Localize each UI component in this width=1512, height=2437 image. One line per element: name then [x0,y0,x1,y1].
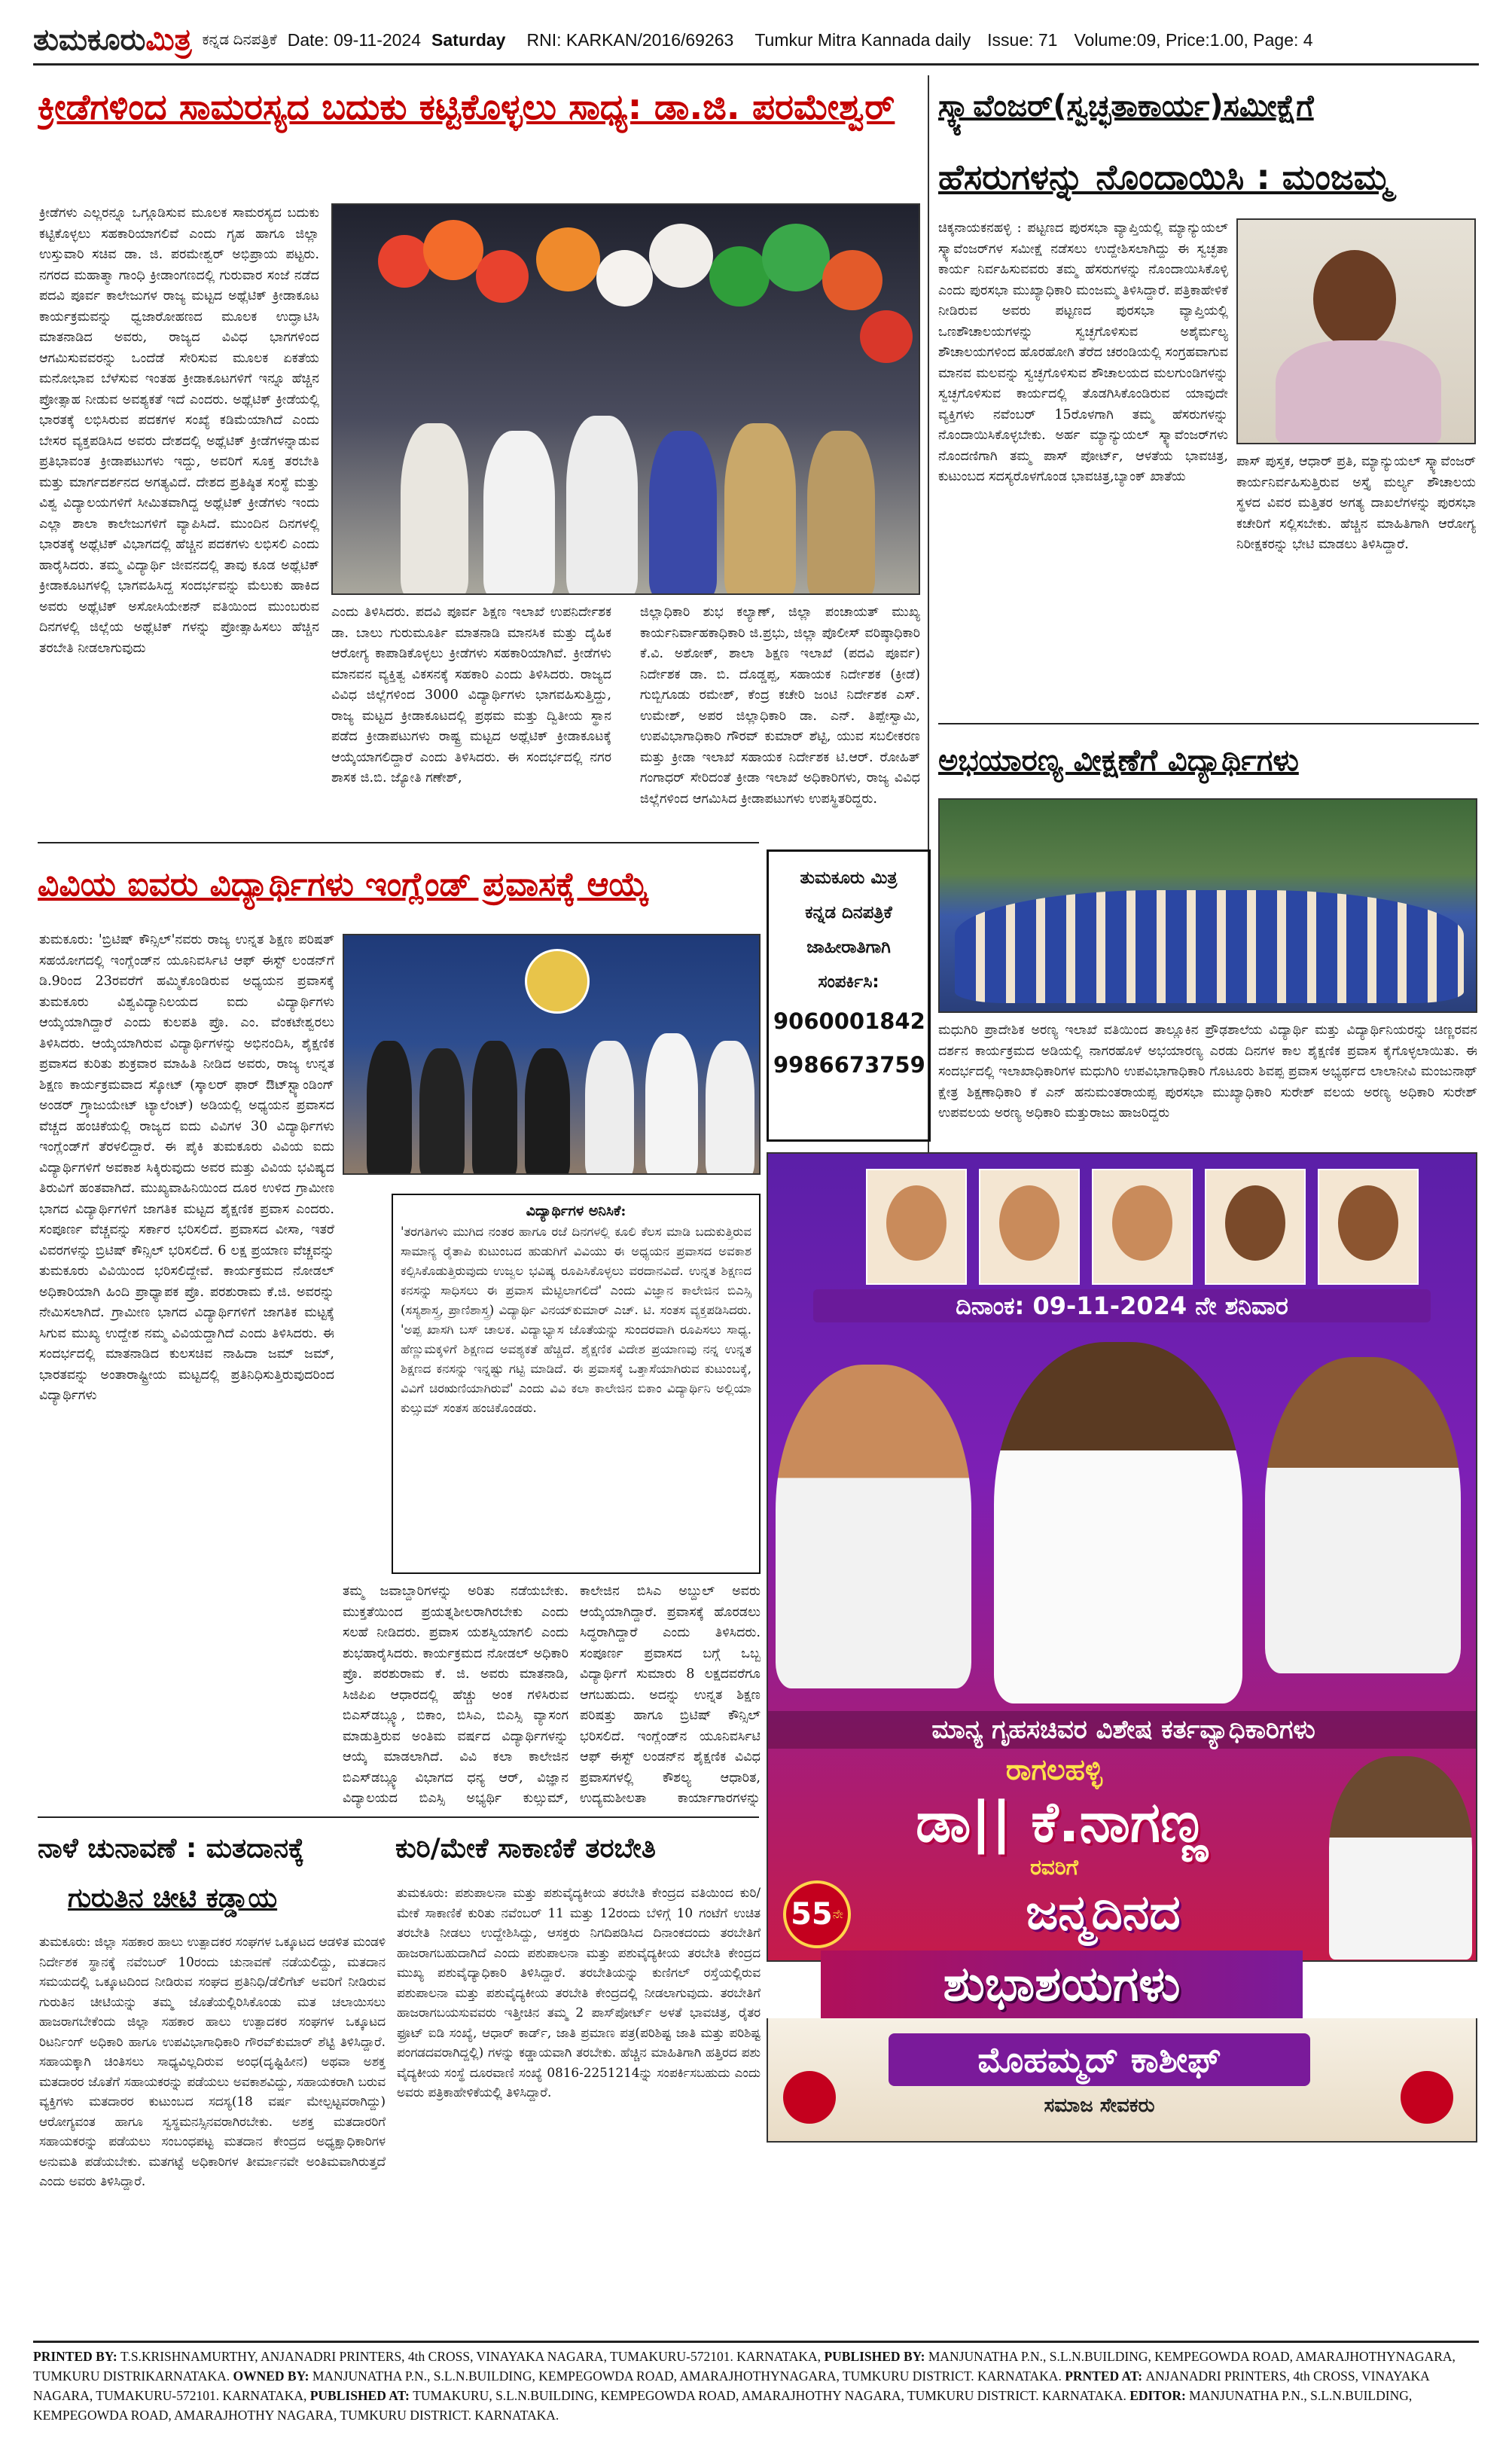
masthead [33,21,1479,59]
banner-portrait-4 [1205,1169,1306,1285]
balloon-icon [423,220,483,280]
footer-owned: MANJUNATHA P.N., S.L.N.BUILDING, KEMPEGOWDA ROAD, AMARAJHOTHYNAGARA, TUMKURU DISTRICT. KARNATAKA. [312,2368,1062,2384]
person-figure [706,1041,754,1175]
story4-col2: ತಮ್ಮ ಜವಾಬ್ದಾರಿಗಳನ್ನು ಅರಿತು ನಡೆಯಬೇಕು. ಮುಕ್ತತೆಯಿಂದ ಪ್ರಯತ್ನಶೀಲರಾಗಿರಬೇಕು ಎಂದು ಸಲಹೆ ನೀಡಿದರು. ಪ್ರವಾಸ ಯಶಸ್ವಿಯಾಗಲಿ ಎಂದು ಶುಭಹಾರೈಸಿದರು. ಕಾರ್ಯಕ್ರಮದ ನೋಡಲ್ ಅಧಿಕಾರಿ ಪ್ರೊ. ಪರಶುರಾಮ ಕೆ. ಜಿ. ಅವರು ಮಾತನಾಡಿ, ಸಿಜಿಪಿಏ ಆಧಾರದಲ್ಲಿ ಹೆಚ್ಚು ಅಂಕ ಗಳಿಸಿರುವ ಬಿಎಸ್‌ಡಬ್ಲ್ಯೂ, ಬಿಕಾಂ, ಬಿಸಿಎ, ಬಿಎಸ್ಸಿ ವ್ಯಾಸಂಗ ಮಾಡುತ್ತಿರುವ ಅಂತಿಮ ವರ್ಷದ ವಿದ್ಯಾರ್ಥಿಗಳನ್ನು ಆಯ್ಕೆ ಮಾಡಲಾಗಿದೆ. ವಿವಿ ಕಲಾ ಕಾಲೇಜಿನ ಬಿಎಸ್‌ಡಬ್ಲ್ಯೂ ವಿಭಾಗದ ಧನ್ಯ ಆರ್, ವಿಜ್ಞಾನ ವಿದ್ಯಾಲಯದ ಬಿಎಸ್ಸಿ ಅಭ್ಯರ್ಥಿ ಕುಲ್ಸುಮ್, [343,1584,569,1806]
story5-headline-line1: ನಾಳೆ ಚುನಾವಣೆ : ಮತದಾನಕ್ಕೆ [38,1833,305,1864]
person-figure [649,431,717,595]
masthead-tagline: ಕನ್ನಡ ದಿನಪತ್ರಿಕೆ [202,31,277,48]
balloon-icon [649,224,713,288]
banner-portrait-3 [1092,1169,1193,1285]
balloon-icon [762,224,830,291]
story5-headline-line2: ಗುರುತಿನ ಚೀಟಿ ಕಡ್ಡಾಯ [68,1883,278,1914]
story3-text: ಮಧುಗಿರಿ ಪ್ರಾದೇಶಿಕ ಅರಣ್ಯ ಇಲಾಖೆ ವತಿಯಿಂದ ತಾಲ್ಲೂಕಿನ ಪ್ರೌಢಶಾಲೆಯ ವಿದ್ಯಾರ್ಥಿ ಮತ್ತು ವಿದ್ಯಾರ್ಥಿನಿಯರನ್ನು ಚಿಣ್ಣರವನ ದರ್ಶನ ಕಾರ್ಯಕ್ರಮದ ಅಡಿಯಲ್ಲಿ ನಾಗರಹೊಳೆ ಅಭಯಾರಣ್ಯ ಎರಡು ದಿನಗಳ ಕಾಲ ಶೈಕ್ಷಣಿಕ ಪ್ರವಾಸ ಕೈಗೊಳ್ಳಲಾಯಿತು. ಈ ಸಂದರ್ಭದಲ್ಲಿ ಇಲಾಖಾಧಿಕಾರಿಗಳ ಮಧುಗಿರಿ ಉಪವಿಭಾಗಾಧಿಕಾರಿ ಗೊಟೂರು ಶಿವಪ್ಪ ಪ್ರವಾಸ ಅಭ್ಯರ್ಥದ ಲಾಲಾನೀವಿ ಮಂಜುನಾಥ್ ಕ್ಷೇತ್ರ ಶಿಕ್ಷಣಾಧಿಕಾರಿ ಕೆ ಎನ್ ಹನುಮಂತರಾಯಪ್ಪ ಪುರಸಭಾ ಮುಖ್ಯಾಧಿಕಾರಿ ಸುರೇಶ್ ವಲಯ ಅರಣ್ಯ ಅಧಿಕಾರಿ ಸುರೇಶ್ ಉಪವಲಯ ಅರಣ್ಯ ಅಧಿಕಾರಿ ಮತ್ತುರಾಜು ಹಾಜರಿದ್ದರು [938,1023,1477,1121]
rose-icon [1401,2071,1453,2124]
masthead-day: Saturday [431,29,506,50]
story2-headline-line2: ಹೆಸರುಗಳನ್ನು ನೊಂದಾಯಿಸಿ : ಮಂಜಮ್ಮ [938,157,1392,197]
banner-portrait-1 [866,1169,967,1285]
person-figure [566,416,638,595]
masthead-date: Date: 09-11-2024 [287,29,422,50]
balloon-icon [822,250,883,310]
story1-photo [331,203,920,595]
footer-editor: MANJUNATHA P.N., S.L.N.BUILDING, KEMPEGOWDA ROAD, AMARAJHOTHY NAGARA, TUMKURU DISTRICT. KARNATAKA. [33,2388,1413,2423]
story-divider [38,1816,759,1818]
masthead-rni: RNI: KARKAN/2016/69263 [526,29,734,50]
officer-face [1313,250,1396,348]
student-notice-text: 'ತರಗತಿಗಳು ಮುಗಿದ ನಂತರ ಹಾಗೂ ರಜೆ ದಿನಗಳಲ್ಲಿ ಕೂಲಿ ಕೆಲಸ ಮಾಡಿ ಬದುಕುತ್ತಿರುವ ಸಾಮಾನ್ಯ ರೈತಾಪಿ ಕುಟುಂಬದ ಹುಡುಗಿಗೆ ವಿವಿಯು ಈ ಅಧ್ಯಯನ ಪ್ರವಾಸದ ಅವಕಾಶ ಕಲ್ಪಿಸಿಕೊಡುತ್ತಿರುವುದು ಉಜ್ವಲ ಭವಿಷ್ಯ ರೂಪಿಸಿಕೊಳ್ಳಲು ವರದಾನವಿದೆ. ಉನ್ನತ ಶಿಕ್ಷಣದ ಕನಸನ್ನು ಸಾಧಿಸಲು ಈ ಪ್ರವಾಸ ಮೆಟ್ಟಿಲಾಗಲಿದೆ' ಎಂದು ವಿಜ್ಞಾನ ಕಾಲೇಜಿನ ಬಿಎಸ್ಸಿ (ಸಸ್ಯಶಾಸ್ತ್ರ, ಪ್ರಾಣಿಶಾಸ್ತ್ರ) ವಿದ್ಯಾರ್ಥಿ ವಿನಯ್‌ಕುಮಾರ್ ಎಚ್. ಟಿ. ಸಂತಸ ವ್ಯಕ್ತಪಡಿಸಿದರು. 'ಅಪ್ಪ ಖಾಸಗಿ ಬಸ್ ಚಾಲಕ. ವಿದ್ಯಾಭ್ಯಾಸ ಜೊತೆಯನ್ನು ಸುಂದರವಾಗಿ ರೂಪಿಸಲು ಸಾಧ್ಯ. ಹೆಣ್ಣುಮಕ್ಕಳಿಗೆ ಶಿಕ್ಷಣದ ಅವಶ್ಯಕತೆ ಹೆಚ್ಚಿದೆ. ಶೈಕ್ಷಣಿಕ ವಿದೇಶ ಪ್ರಯಾಣವು ನನ್ನ ಉನ್ನತ ಶಿಕ್ಷಣದ ಕನಸನ್ನು ಇನ್ನಷ್ಟು ಗಟ್ಟಿ ಮಾಡಿದೆ. ಈ ಪ್ರವಾಸಕ್ಕೆ ಒತ್ತಾಸೆಯಾಗಿರುವ ಕುಟುಂಬಕ್ಕೆ, ವಿವಿಗೆ ಚಿರಋಣಿಯಾಗಿರುವೆ' ಎಂದು ವಿವಿ ಕಲಾ ಕಾಲೇಜಿನ ಬಿಕಾಂ ವಿದ್ಯಾರ್ಥಿನಿ ಅಲ್ಲಿಯಾ ಕುಲ್ಸುಮ್ ಸಂತಸ ಹಂಚಿಕೊಂಡರು. [401,1225,751,1415]
banner-name: ಡಾ|| ಕೆ.ನಾಗಣ್ಣ [916,1790,1208,1855]
story2-photo [1236,218,1476,444]
person-figure [807,431,875,595]
ad-box-phone1: 9060001842 [773,1008,925,1034]
masthead-issue: Issue: 71 [987,29,1058,50]
balloon-icon [596,250,653,307]
banner-figure-right [1265,1357,1461,1673]
university-logo-icon [525,949,590,1014]
age-suffix: ನೇ [832,1907,843,1921]
person-figure [585,1041,634,1175]
banner-wish2: ಶುಭಾಶಯಗಳು [821,1951,1303,2018]
banner-figure-left [776,1365,971,1688]
banner-wish1: ಜನ್ಮದಿನದ [1026,1885,1181,1941]
age-badge [783,1880,851,1948]
footer-owned-label: OWNED BY: [233,2368,309,2384]
person-figure [419,1048,465,1175]
story6-text: ತುಮಕೂರು: ಪಶುಪಾಲನಾ ಮತ್ತು ಪಶುವೈದ್ಯಕೀಯ ತರಬೇತಿ ಕೇಂದ್ರದ ವತಿಯಿಂದ ಕುರಿ/ಮೇಕೆ ಸಾಕಾಣಿಕೆ ಕುರಿತು ನವೆಂಬರ್ 11 ಮತ್ತು 12ರಂದು ಬೆಳಿಗ್ಗೆ 10 ಗಂಟೆಗೆ ಉಚಿತ ತರಬೇತಿ ನೀಡಲು ಉದ್ದೇಶಿಸಿದ್ದು, ಆಸಕ್ತರು ನಿಗದಿಪಡಿಸಿದ ದಿನಾಂಕದಂದು ತರಬೇತಿಗೆ ಹಾಜರಾಗಬಹುದಾಗಿದೆ ಎಂದು ಪಶುಪಾಲನಾ ಮತ್ತು ಪಶುವೈದ್ಯಕೀಯ ತರಬೇತಿ ಕೇಂದ್ರದ ಮುಖ್ಯ ಪಶುವೈದ್ಯಾಧಿಕಾರಿ ತಿಳಿಸಿದ್ದಾರೆ. ತರಬೇತಿಯನ್ನು ಕುಣಿಗಲ್ ರಸ್ತೆಯಲ್ಲಿರುವ ಪಶುಪಾಲನಾ ಮತ್ತು ಪಶುವೈದ್ಯಕೀಯ ತರಬೇತಿ ಕೇಂದ್ರದಲ್ಲಿ ನೀಡಲಾಗುವುದು. ತರಬೇತಿಗೆ ಹಾಜರಾಗಬಯಸುವವರು ಇತ್ತೀಚಿನ ತಮ್ಮ 2 ಪಾಸ್‌ಪೋರ್ಟ್ ಅಳತೆ ಭಾವಚಿತ್ರ, ರೈತರ ಫ್ರೂಟ್ ಐಡಿ ಸಂಖ್ಯೆ, ಆಧಾರ್ ಕಾರ್ಡ್, ಜಾತಿ ಪ್ರಮಾಣ ಪತ್ರ(ಪರಿಶಿಷ್ಟ ಜಾತಿ ಮತ್ತು ಪರಿಶಿಷ್ಟ ಪಂಗಡದವರಾಗಿದ್ದಲ್ಲಿ) ಗಳನ್ನು ಕಡ್ಡಾಯವಾಗಿ ತರಬೇಕು. ಹೆಚ್ಚಿನ ಮಾಹಿತಿಗಾಗಿ ಹತ್ತಿರದ ಪಶು ವೈದ್ಯಕೀಯ ಸಂಸ್ಥೆ ದೂರವಾಣಿ ಸಂಖ್ಯೆ 0816-2251214ನ್ನು ಸಂಪರ್ಕಿಸಬಹುದು ಎಂದು ಅವರು ಪತ್ರಿಕಾಹೇಳಿಕೆಯಲ್ಲಿ ತಿಳಿಸಿದ್ದಾರೆ. [397,1885,761,2100]
banner-bottom-strip [767,2018,1477,2143]
story2-text-top: ಚಿಕ್ಕನಾಯಕನಹಳ್ಳಿ : ಪಟ್ಟಣದ ಪುರಸಭಾ ವ್ಯಾಪ್ತಿಯಲ್ಲಿ ಮ್ಯಾನ್ಯುಯಲ್ ಸ್ಕ್ಯಾವೆಂಜರ್‌ಗಳ ಸಮೀಕ್ಷೆ ನಡೆಸಲು ಉದ್ದೇಶಿಸಲಾಗಿದ್ದು ಈ ಸ್ವಚ್ಛತಾ ಕಾರ್ಯ ನಿರ್ವಹಿಸುವವರು ತಮ್ಮ ಹೆಸರುಗಳನ್ನು ನೊಂದಾಯಿಸಿಕೊಳ್ಳಿ ಎಂದು ಪುರಸಭಾ ಮುಖ್ಯಾಧಿಕಾರಿ ಮಂಜಮ್ಮ ತಿಳಿಸಿದ್ದಾರೆ. ಪತ್ರಿಕಾಹೇಳಿಕೆ ನೀಡಿರುವ ಅವರು ಪಟ್ಟಣದ ಪುರಸಭಾ ವ್ಯಾಪ್ತಿಯಲ್ಲಿ ಒಣಶೌಚಾಲಯಗಳನ್ನು ಸ್ವಚ್ಛಗೊಳಿಸುವ ಅಶೈರ್ಮಲ್ಯ ಶೌಚಾಲಯಗಳಿಂದ ಹೊರಹೋಗಿ ತೆರೆದ ಚರಂಡಿಯಲ್ಲಿ ಸಂಗ್ರಹವಾಗುವ ಮಾನವ ಮಲವನ್ನು ಸ್ವಚ್ಛಗೊಳಿಸುವ ಶೌಚಾಲಯದ ಮಲಗುಂಡಿಗಳನ್ನು ಸ್ವಚ್ಛಗೊಳಿಸುವ ಕಾರ್ಯದಲ್ಲಿ ತೊಡಗಿಸಿಕೊಂಡಿರುವ ಯಾವುದೇ ವ್ಯಕ್ತಿಗಳು ನವೆಂಬರ್ 15ರೊಳಗಾಗಿ ತಮ್ಮ ಹೆಸರುಗಳನ್ನು ನೊಂದಾಯಿಸಿಕೊಳ್ಳಬೇಕು. ಅರ್ಹ ಮ್ಯಾನ್ಯುಯಲ್ ಸ್ಕ್ಯಾವೆಂಜರ್‌ಗಳು ನೊಂದಣಿಗಾಗಿ ತಮ್ಮ ಪಾಸ್ ಪೋರ್ಟ್, ಆಳತೆಯ ಭಾವಚಿತ್ರ, ಕುಟುಂಬದ ಸದಸ್ಯರೊಳಗೊಂಡ ಭಾವಚಿತ್ರ,ಬ್ಯಾಂಕ್ ಖಾತೆಯ [938,221,1228,484]
person-figure [645,1033,698,1175]
story2-headline-line1: ಸ್ಕ್ಯಾವೆಂಜರ್(ಸ್ವಚ್ಛತಾಕಾರ್ಯ)ಸಮೀಕ್ಷೆಗೆ [938,89,1314,124]
banner-sender: ಮೊಹಮ್ಮದ್ ಕಾಶೀಫ್ [889,2033,1310,2086]
story4-headline: ವಿವಿಯ ಐವರು ವಿದ್ಯಾರ್ಥಿಗಳು ಇಂಗ್ಲೆಂಡ್ ಪ್ರವಾಸಕ್ಕೆ ಆಯ್ಕೆ [38,865,649,904]
face [1338,1185,1398,1261]
story1-col2: ಎಂದು ತಿಳಿಸಿದರು. ಪದವಿ ಪೂರ್ವ ಶಿಕ್ಷಣ ಇಲಾಖೆ ಉಪನಿರ್ದೇಶಕ ಡಾ. ಬಾಲು ಗುರುಮೂರ್ತಿ ಮಾತನಾಡಿ ಮಾನಸಿಕ ಮತ್ತು ದೈಹಿಕ ಆರೋಗ್ಯ ಕಾಪಾಡಿಕೊಳ್ಳಲು ಕ್ರೀಡೆಗಳು ಸಹಕಾರಿಯಾಗಿವೆ. ಕ್ರೀಡೆಗಳು ಮಾನವನ ವ್ಯಕ್ತಿತ್ವ ವಿಕಸನಕ್ಕೆ ಸಹಕಾರಿ ಎಂದು ತಿಳಿಸಿದರು. ರಾಜ್ಯದ ವಿವಿಧ ಜಿಲ್ಲೆಗಳಿಂದ 3000 ವಿದ್ಯಾರ್ಥಿಗಳು ಭಾಗವಹಿಸುತ್ತಿದ್ದು, ರಾಜ್ಯ ಮಟ್ಟದ ಕ್ರೀಡಾಕೂಟದಲ್ಲಿ ಪ್ರಥಮ ಮತ್ತು ದ್ವಿತೀಯ ಸ್ಥಾನ ಪಡೆದ ಕ್ರೀಡಾಪಟುಗಳು ರಾಷ್ಟ್ರ ಮಟ್ಟದ ಅಥ್ಲೆಟಿಕ್ ಕ್ರೀಡಾಕೂಟಕ್ಕೆ ಆಯ್ಕೆಯಾಗಲಿದ್ದಾರೆ ಎಂದು ತಿಳಿಸಿದರು. ಈ ಸಂದರ್ಭದಲ್ಲಿ ನಗರ ಶಾಸಕ ಜಿ.ಬಿ. ಜ್ಯೋತಿ ಗಣೇಶ್, [331,605,611,785]
story5-text: ತುಮಕೂರು: ಜಿಲ್ಲಾ ಸಹಕಾರ ಹಾಲು ಉತ್ಪಾದಕರ ಸಂಘಗಳ ಒಕ್ಕೂಟದ ಆಡಳಿತ ಮಂಡಳಿ ನಿರ್ದೇಶಕ ಸ್ಥಾನಕ್ಕೆ ನವೆಂಬರ್ 10ರಂದು ಚುನಾವಣೆ ನಡೆಯಲಿದ್ದು, ಮತದಾನ ಸಮಯದಲ್ಲಿ ಒಕ್ಕೂಟದಿಂದ ನೀಡಿರುವ ಸಂಘದ ಪ್ರತಿನಿಧಿ/ಡೆಲಿಗೆಟ್ ಅವರಿಗೆ ನೀಡಿರುವ ಗುರುತಿನ ಚೀಟಿಯನ್ನು ತಮ್ಮ ಜೊತೆಯಲ್ಲಿರಿಸಿಕೊಂಡು ಮತ ಚಲಾಯಿಸಲು ಹಾಜರಾಗಬೇಕೆಂದು ಜಿಲ್ಲಾ ಸಹಕಾರ ಹಾಲು ಉತ್ಪಾದಕರ ಸಂಘಗಳ ಒಕ್ಕೂಟದ ರಿಟರ್ನಿಂಗ್ ಅಧಿಕಾರಿ ಹಾಗೂ ಉಪವಿಭಾಗಾಧಿಕಾರಿ ಗೌರವ್‌ಕುಮಾರ್ ಶೆಟ್ಟಿ ತಿಳಿಸಿದ್ದಾರೆ. ಸಹಾಯಕ್ಕಾಗಿ ಚಿಂತಿಸಲು ಸಾಧ್ಯವಿಲ್ಲದಿರುವ ಅಂಧ(ದೃಷ್ಟಿಹೀನ) ಅಥವಾ ಅಶಕ್ತ ಮತದಾರರ ಜೊತೆಗೆ ಸಹಾಯಕರನ್ನು ಪಡೆಯಲು ಅವಕಾಶವಿದ್ದು, ಸಹಾಯಕರಾಗಿ ಬರುವ ವ್ಯಕ್ತಿಗಳು ಮತದಾರರ ಕುಟುಂಬದ ಸದಸ್ಯ(18 ವರ್ಷ ಮೇಲ್ಪಟ್ಟವರಾಗಿದ್ದು) ಆರೋಗ್ಯವಂತ ಹಾಗೂ ಸ್ವಸ್ಥಮನಸ್ಸಿನವರಾಗಿರಬೇಕು. ಅಶಕ್ತ ಮತದಾರರಿಗೆ ಸಹಾಯಕರನ್ನು ಪಡೆಯಲು ಸಂಬಂಧಪಟ್ಟ ಮತದಾನ ಕೇಂದ್ರದ ಅಧ್ಯಕ್ಷಾಧಿಕಾರಿಗಳ ಅನುಮತಿ ಪಡೆಯಬೇಕು. ಮತಗಟ್ಟೆ ಅಧಿಕಾರಿಗಳ ತೀರ್ಮಾನವೇ ಅಂತಿಮವಾಗಿರುತ್ತದೆ ಎಂದು ಅವರು ತಿಳಿಸಿದ್ದಾರೆ. [39,1934,386,2188]
story1-col1: ಕ್ರೀಡೆಗಳು ಎಲ್ಲರನ್ನೂ ಒಗ್ಗೂಡಿಸುವ ಮೂಲಕ ಸಾಮರಸ್ಯದ ಬದುಕು ಕಟ್ಟಿಕೊಳ್ಳಲು ಸಹಕಾರಿಯಾಗಲಿವೆ ಎಂದು ಗೃಹ ಹಾಗೂ ಜಿಲ್ಲಾ ಉಸ್ತುವಾರಿ ಸಚಿವ ಡಾ. ಜಿ. ಪರಮೇಶ್ವರ್ ಅಭಿಪ್ರಾಯ ಪಟ್ಟರು. ನಗರದ ಮಹಾತ್ಮಾ ಗಾಂಧಿ ಕ್ರೀಡಾಂಗಣದಲ್ಲಿ ಗುರುವಾರ ಸಂಜೆ ನಡೆದ ಪದವಿ ಪೂರ್ವ ಕಾಲೇಜುಗಳ ರಾಜ್ಯ ಮಟ್ಟದ ಅಥ್ಲೆಟಿಕ್ ಕ್ರೀಡಾಕೂಟ ಕಾರ್ಯಕ್ರಮವನ್ನು ಧ್ವಜಾರೋಹಣದ ಮೂಲಕ ಉದ್ಘಾಟಿಸಿ ಮಾತನಾಡಿದ ಅವರು, ರಾಜ್ಯದ ವಿವಿಧ ಭಾಗಗಳಿಂದ ಆಗಮಿಸುವವರನ್ನು ಒಂದೆಡೆ ಸೇರಿಸುವ ಮೂಲಕ ಏಕತೆಯ ಮನೋಭಾವ ಬೆಳೆಸುವ ಇಂತಹ ಕ್ರೀಡಾಕೂಟಗಳಿಗೆ ಇನ್ನೂ ಹೆಚ್ಚಿನ ಪ್ರೋತ್ಸಾಹ ನೀಡುವ ಅವಶ್ಯಕತೆ ಇದೆ ಎಂದರು. ಅಥ್ಲೆಟಿಕ್ ಕ್ರೀಡೆಯಲ್ಲಿ ಭಾರತಕ್ಕೆ ಲಭಿಸಿರುವ ಪದಕಗಳ ಸಂಖ್ಯೆ ಕಡಿಮೆಯಾಗಿದೆ ಎಂದು ಬೇಸರ ವ್ಯಕ್ತಪಡಿಸಿದ ಅವರು ದೇಶದಲ್ಲಿ ಅಥ್ಲೆಟಿಕ್ ಕ್ರೀಡೆಗಳನ್ನಾಡುವ ಪ್ರತಿಭಾವಂತ ಕ್ರೀಡಾಪಟುಗಳು ಇದ್ದು, ಅವರಿಗೆ ಸೂಕ್ತ ತರಬೇತಿ ಮತ್ತು ಮಾರ್ಗದರ್ಶನದ ಅಗತ್ಯವಿದೆ. ದೇಶದ ಪ್ರತಿಷ್ಠಿತ ಸಂಸ್ಥೆ ಮತ್ತು ವಿಶ್ವ ವಿದ್ಯಾಲಯಗಳಿಗೆ ಸೀಮಿತವಾಗಿದ್ದ ಅಥ್ಲೆಟಿಕ್ ಕ್ರೀಡೆಗಳು ಇಂದು ಎಲ್ಲಾ ಶಾಲಾ ಕಾಲೇಜುಗಳಿಗೆ ವ್ಯಾಪಿಸಿದೆ. ಮುಂದಿನ ದಿನಗಳಲ್ಲಿ ಭಾರತಕ್ಕೆ ಅಥ್ಲೆಟಿಕ್ ವಿಭಾಗದಲ್ಲಿ ಹೆಚ್ಚಿನ ಪದಕಗಳು ಲಭಿಸಲಿ ಎಂದು ಹಾರೈಸಿದರು. ತಮ್ಮ ವಿದ್ಯಾರ್ಥಿ ಜೀವನದಲ್ಲಿ ತಾವು ಕೂಡ ಅಥ್ಲೆಟಿಕ್ ಕ್ರೀಡಾಕೂಟಗಳಲ್ಲಿ ಭಾಗವಹಿಸಿದ್ದ ಸಂದರ್ಭವನ್ನು ಮೆಲುಕು ಹಾಕಿದ ಅವರು ಅಥ್ಲೆಟಿಕ್ ಅಸೋಸಿಯೇಶನ್ ವತಿಯಿಂದ ಮುಂಬರುವ ದಿನಗಳಲ್ಲಿ ಜಿಲ್ಲೆಯ ಅಥ್ಲೆಟಿಕ್ ಗಳನ್ನು ಪ್ರೋತ್ಸಾಹಿಸಲು ಹೆಚ್ಚಿನ ತರಬೇತಿ ನೀಡಲಾಗುವುದು [39,206,319,656]
story1-headline: ಕ್ರೀಡೆಗಳಿಂದ ಸಾಮರಸ್ಯದ ಬದುಕು ಕಟ್ಟಿಕೊಳ್ಳಲು ಸಾಧ್ಯ: ಡಾ.ಜಿ. ಪರಮೇಶ್ವರ್ [38,87,895,128]
masthead-logo: ತುಮಕೂರುಮಿತ್ರ [33,23,192,56]
balloon-icon [709,246,770,307]
person-figure [472,1041,517,1175]
banner-portrait-5 [1318,1169,1419,1285]
story-divider [38,842,759,843]
footer-published-label: PUBLISHED BY: [824,2349,925,2364]
footer-published-at-label: PUBLISHED AT: [309,2388,410,2403]
masthead-volume: Volume:09, Price:1.00, Page: 4 [1074,29,1313,50]
balloon-icon [860,310,913,363]
footer-imprint [33,2347,1479,2429]
footer-printed-at-label: PRNTED AT: [1065,2368,1143,2384]
officer-figure [1276,340,1441,444]
ad-box-line3: ಜಾಹೀರಾತಿಗಾಗಿ [806,938,891,957]
balloon-icon [476,250,529,303]
ad-box-line1: ತುಮಕೂರು ಮಿತ್ರ [800,868,898,888]
person-figure [724,423,796,595]
story4-col1: ತುಮಕೂರು: 'ಬ್ರಿಟಿಷ್ ಕೌನ್ಸಿಲ್'ನವರು ರಾಜ್ಯ ಉನ್ನತ ಶಿಕ್ಷಣ ಪರಿಷತ್ ಸಹಯೋಗದಲ್ಲಿ ಇಂಗ್ಲೆಂಡ್‌ನ ಯೂನಿವರ್ಸಿಟಿ ಆಫ್ ಈಸ್ಟ್ ಲಂಡನ್‌ಗೆ ಡಿ.9ರಿಂದ 23ರವರೆಗೆ ಹಮ್ಮಿಕೊಂಡಿರುವ ಅಧ್ಯಯನ ಪ್ರವಾಸಕ್ಕೆ ತುಮಕೂರು ವಿಶ್ವವಿದ್ಯಾನಿಲಯದ ಐದು ವಿದ್ಯಾರ್ಥಿಗಳು ಆಯ್ಕೆಯಾಗಿದ್ದಾರೆ ಎಂದು ಕುಲಪತಿ ಪ್ರೊ. ಎಂ. ವೆಂಕಟೇಶ್ವರಲು ತಿಳಿಸಿದರು. ಆಯ್ಕೆಯಾಗಿರುವ ವಿದ್ಯಾರ್ಥಿಗಳನ್ನು ಅಭಿನಂದಿಸಿ, ಶೈಕ್ಷಣಿಕ ಪ್ರವಾಸದ ಕುರಿತು ಶುಕ್ರವಾರ ಮಾಹಿತಿ ನೀಡಿದ ಅವರು, ರಾಜ್ಯ ಉನ್ನತ ಶಿಕ್ಷಣ ಕಾರ್ಯಕ್ರಮವಾದ ಸ್ಕೋಟ್ (ಸ್ಕಾಲರ್ ಫಾರ್ ಔಟ್‌ಸ್ಟ್ಯಾಂಡಿಂಗ್ ಅಂಡರ್ ಗ್ರ್ಯಾಜುಯೇಟ್ ಟ್ಯಾಲೆಂಟ್) ಅಡಿಯಲ್ಲಿ ಅಧ್ಯಯನ ಪ್ರವಾಸದ ವೆಚ್ಚದ ಹಂಚಿಕೆಯಲ್ಲಿ ರಾಜ್ಯದ ಐದು ವಿವಿಗಳ 30 ವಿದ್ಯಾರ್ಥಿಗಳು ಇಂಗ್ಲೆಂಡ್‌ಗೆ ತೆರಳಲಿದ್ದಾರೆ. ಈ ಪೈಕಿ ತುಮಕೂರು ವಿವಿಯ ಐದು ವಿದ್ಯಾರ್ಥಿಗಳಿಗೆ ಅವಕಾಶ ಸಿಕ್ಕಿರುವುದು ಅವರ ಮತ್ತು ವಿವಿಯ ಭವಿಷ್ಯದ ತಿರುವಿಗೆ ಹಂತವಾಗಿದೆ. ಮುಖ್ಯವಾಹಿನಿಯಿಂದ ದೂರ ಉಳಿದ ಗ್ರಾಮೀಣ ಭಾಗದ ವಿದ್ಯಾರ್ಥಿಗಳಿಗೆ ಜಾಗತಿಕ ಮಟ್ಟದ ಶೈಕ್ಷಣಿಕ ಪ್ರವಾಸ ಎಂದರು. ಸಂಪೂರ್ಣ ವೆಚ್ಚವನ್ನು ಸರ್ಕಾರ ಭರಿಸಲಿದೆ. ಪ್ರವಾಸದ ವೀಸಾ, ಇತರೆ ವಿವರಗಳನ್ನು ಬ್ರಿಟಿಷ್ ಕೌನ್ಸಿಲ್ ಭರಿಸಲಿದೆ. 6 ಲಕ್ಷ ಪ್ರಯಾಣ ವೆಚ್ಚವನ್ನು ತುಮಕೂರು ವಿವಿಯಿಂದ ಭರಿಸಲಿದ್ದೇವೆ. ಕಾರ್ಯಕ್ರಮದ ನೋಡಲ್ ಅಧಿಕಾರಿಯಾಗಿ ಹಿಂದಿ ಪ್ರಾಧ್ಯಾಪಕ ಪ್ರೊ. ಪರಶುರಾಮ ಕೆ.ಜಿ. ಅವರನ್ನು ನೇಮಿಸಲಾಗಿದೆ. ಗ್ರಾಮೀಣ ಭಾಗದ ವಿದ್ಯಾರ್ಥಿಗಳಿಗೆ ಜಾಗತಿಕ ಮಟ್ಟಕ್ಕೆ ಸಿಗುವ ಮುಖ್ಯ ಉದ್ದೇಶ ನಮ್ಮ ವಿವಿಯದ್ದಾಗಿದೆ ಎಂದು ತಿಳಿಸಿದರು. ಈ ಸಂದರ್ಭದಲ್ಲಿ ಮಾತನಾಡಿದ ಕುಲಸಚಿವ ನಾಹಿದಾ ಜಮ್ ಜಮ್, ಭಾರತವನ್ನು ಅಂತಾರಾಷ್ಟ್ರೀಯ ಮಟ್ಟದಲ್ಲಿ ಪ್ರತಿನಿಧಿಸುತ್ತಿರುವುದರಿಂದ ವಿದ್ಯಾರ್ಥಿಗಳು [39,932,334,1403]
banner-figure-bottom-right [1329,1756,1472,1960]
footer-printed-label: PRINTED BY: [33,2349,117,2364]
banner-figure-center [994,1342,1242,1703]
age-number: 55 [791,1897,833,1932]
footer-published-at: TUMAKURU, S.L.N.BUILDING, KEMPEGOWDA ROAD, AMARAJHOTHY NAGARA, TUMKURU DISTRICT. KARNATAKA. [413,2388,1126,2403]
face [886,1185,947,1261]
footer-published: MANJUNATHA P.N., S.L.N.BUILDING, KEMPEGOWDA ROAD, AMARAJHOTHYNAGARA, TUMKURU DISTRIKARNATAKA. [33,2349,1456,2384]
face [999,1185,1059,1261]
story3-photo [938,798,1477,1013]
masthead-rule [33,63,1479,66]
story4-col3: ಕಾಲೇಜಿನ ಬಿಸಿಎ ಅಬ್ದುಲ್ ಅವರು ಆಯ್ಕೆಯಾಗಿದ್ದಾರೆ. ಪ್ರವಾಸಕ್ಕೆ ಹೊರಡಲು ಸಿದ್ಧರಾಗಿದ್ದಾರೆ ಎಂದು ತಿಳಿಸಿದರು. ಸಂಪೂರ್ಣ ಪ್ರವಾಸದ ಬಗ್ಗೆ ಒಬ್ಬ ವಿದ್ಯಾರ್ಥಿಗೆ ಸುಮಾರು 8 ಲಕ್ಷದವರೆಗೂ ಆಗಬಹುದು. ಅದನ್ನು ಉನ್ನತ ಶಿಕ್ಷಣ ಪರಿಷತ್ತು ಹಾಗೂ ಬ್ರಿಟಿಷ್ ಕೌನ್ಸಿಲ್ ಭರಿಸಲಿದೆ. ಇಂಗ್ಲೆಂಡ್‌ನ ಯೂನಿವರ್ಸಿಟಿ ಆಫ್ ಈಸ್ಟ್ ಲಂಡನ್‌ನ ಶೈಕ್ಷಣಿಕ ವಿವಿಧ ಪ್ರವಾಸಗಳಲ್ಲಿ ಕೌಶಲ್ಯ ಆಧಾರಿತ, ಉದ್ಯಮಶೀಲತಾ ಕಾರ್ಯಾಗಾರಗಳನ್ನು [580,1584,761,1806]
story3-headline: ಅಭಯಾರಣ್ಯ ವೀಕ್ಷಣೆಗೆ ವಿದ್ಯಾರ್ಥಿಗಳು [938,743,1299,778]
face [1225,1185,1285,1261]
person-figure [367,1041,412,1175]
balloon-icon [536,227,600,291]
footer-editor-label: EDITOR: [1129,2388,1186,2403]
person-figure [483,431,555,595]
footer-printed-at: ANJANADRI PRINTERS, 4th CROSS, VINAYAKA NAGARA, TUMAKURU-572101. KARNATAKA, [33,2368,1429,2403]
student-notice-box [392,1194,761,1574]
rose-icon [783,2071,836,2124]
student-notice-title: ವಿದ್ಯಾರ್ಥಿಗಳ ಅನಿಸಿಕೆ: [526,1203,626,1219]
ad-box-line2: ಕನ್ನಡ ದಿನಪತ್ರಿಕೆ [805,903,892,923]
banner-title-line2: ರಾಗಲಹಳ್ಳಿ [1005,1753,1103,1786]
birthday-banner [767,1152,1477,1962]
banner-title-line1: ಮಾನ್ಯ ಗೃಹಸಚಿವರ ವಿಶೇಷ ಕರ್ತವ್ಯಾಧಿಕಾರಿಗಳು [768,1711,1477,1749]
banner-date-line: ದಿನಾಂಕ: 09-11-2024 ನೇ ಶನಿವಾರ [813,1289,1431,1322]
banner-sender-role: ಸಮಾಜ ಸೇವಕರು [1044,2094,1155,2117]
story4-photo [343,934,761,1175]
face [1112,1185,1172,1261]
story1-col3: ಜಿಲ್ಲಾಧಿಕಾರಿ ಶುಭ ಕಲ್ಯಾಣ್, ಜಿಲ್ಲಾ ಪಂಚಾಯತ್ ಮುಖ್ಯ ಕಾರ್ಯನಿರ್ವಾಹಕಾಧಿಕಾರಿ ಜಿ.ಪ್ರಭು, ಜಿಲ್ಲಾ ಪೊಲೀಸ್ ವರಿಷ್ಠಾಧಿಕಾರಿ ಕೆ.ವಿ. ಅಶೋಕ್, ಶಾಲಾ ಶಿಕ್ಷಣ ಇಲಾಖೆ (ಪದವಿ ಪೂರ್ವ) ನಿರ್ದೇಶಕ ಡಾ. ಬಿ. ದೊಡ್ಡಪ್ಪ, ಸಹಾಯಕ ನಿರ್ದೇಶಕ (ಕ್ರೀಡೆ) ಗುಬ್ಬಿಗೂಡು ರಮೇಶ್, ಕೆಂದ್ರ ಕಚೇರಿ ಜಂಟಿ ನಿರ್ದೇಶಕ ಎಸ್. ಉಮೇಶ್, ಅಪರ ಜಿಲ್ಲಾಧಿಕಾರಿ ಡಾ. ಎನ್. ತಿಪ್ಪೇಸ್ವಾಮಿ, ಉಪವಿಭಾಗಾಧಿಕಾರಿ ಗೌರವ್ ಕುಮಾರ್ ಶೆಟ್ಟಿ, ಯುವ ಸಬಲೀಕರಣ ಮತ್ತು ಕ್ರೀಡಾ ಇಲಾಖೆ ಸಹಾಯಕ ನಿರ್ದೇಶಕ ಟಿ.ಆರ್. ರೋಹಿತ್ ಗಂಗಾಧರ್ ಸೇರಿದಂತೆ ಕ್ರೀಡಾ ಇಲಾಖೆ ಅಧಿಕಾರಿಗಳು, ರಾಜ್ಯ ವಿವಿಧ ಜಿಲ್ಲೆಗಳಿಂದ ಆಗಮಿಸಿದ ಕ್ರೀಡಾಪಟುಗಳು ಉಪಸ್ಥಿತರಿದ್ದರು. [640,605,920,807]
person-figure [525,1048,570,1175]
ad-box-line4: ಸಂಪರ್ಕಿಸಿ: [818,972,879,992]
story2-text-right: ಪಾಸ್ ಪುಸ್ತಕ, ಆಧಾರ್ ಪ್ರತಿ, ಮ್ಯಾನ್ಯುಯಲ್ ಸ್ಕ್ಯಾವೆಂಜರ್ ಕಾರ್ಯನಿರ್ವಹಿಸುತ್ತಿರುವ ಅಸ್ತೈ ಮರ್ಲ್ಯ ಶೌಚಾಲಯ ಸ್ಥಳದ ವಿವರ ಮತ್ತಿತರ ಅಗತ್ಯ ದಾಖಲೆಗಳನ್ನು ಪುರಸಭಾ ಕಚೇರಿಗೆ ಸಲ್ಲಿಸಬೇಕು. ಹೆಚ್ಚಿನ ಮಾಹಿತಿಗಾಗಿ ಆರೋಗ್ಯ ನಿರೀಕ್ಷಕರನ್ನು ಭೇಟಿ ಮಾಡಲು ತಿಳಿಸಿದ್ದಾರೆ. [1236,454,1476,552]
advertise-contact-box [767,849,931,1142]
masthead-paper-name: Tumkur Mitra Kannada daily [754,29,971,50]
footer-rule [33,2341,1479,2343]
ad-box-phone2: 9986673759 [773,1052,925,1078]
balloon-icon [378,235,431,288]
story6-headline: ಕುರಿ/ಮೇಕೆ ಸಾಕಾಣಿಕೆ ತರಬೇತಿ [395,1833,657,1864]
banner-portrait-2 [979,1169,1080,1285]
footer-printed: T.S.KRISHNAMURTHY, ANJANADRI PRINTERS, 4th CROSS, VINAYAKA NAGARA, TUMAKURU-572101. KARNATAKA, [120,2349,822,2364]
story-divider [938,723,1479,724]
students-group [955,890,1464,1003]
banner-line3: ರವರಿಗೆ [1030,1855,1078,1880]
person-figure [401,423,468,595]
